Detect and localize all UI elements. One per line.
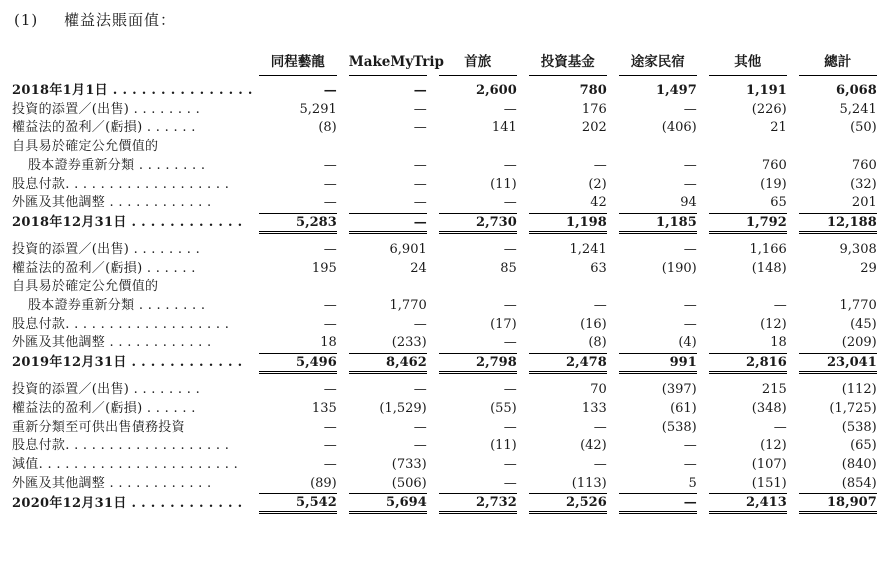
cell-value: — [683, 316, 697, 332]
cell-value: — [503, 456, 517, 472]
cell-value: (733) [391, 456, 427, 472]
cell-value [343, 138, 433, 157]
cell-value: (50) [850, 120, 877, 136]
row-label: 外匯及其他調整 . . . . . . . . . . . . [12, 335, 212, 351]
cell-value: (45) [850, 316, 877, 332]
cell-value [703, 138, 793, 157]
cell-value: — [323, 241, 337, 257]
total-value: 2,413 [709, 493, 787, 514]
cell-value: — [413, 438, 427, 454]
total-value: 991 [619, 353, 697, 374]
cell-value: (226) [751, 101, 787, 117]
cell-value: — [413, 316, 427, 332]
cell-value: 133 [581, 400, 607, 416]
cell-value: (854) [841, 475, 877, 491]
cell-value: — [323, 438, 337, 454]
row-label: 權益法的盈利／(虧損) . . . . . . [12, 120, 196, 136]
cell-value: (1,529) [379, 400, 427, 416]
cell-value: — [503, 298, 517, 314]
table-row [12, 119, 883, 138]
cell-value [613, 493, 703, 514]
cell-value: 24 [410, 260, 427, 276]
row-label: 2019年12月31日 . . . . . . . . . . . . [12, 355, 243, 371]
cell-value: (8) [318, 120, 337, 136]
cell-value: (2) [588, 176, 607, 192]
cell-value [613, 213, 703, 234]
cell-value: (11) [490, 176, 517, 192]
column-header: 途家民宿 [613, 46, 703, 76]
total-value: 2,816 [709, 353, 787, 374]
cell-value: 1,191 [746, 83, 787, 98]
cell-value [433, 353, 523, 374]
total-value: 18,907 [799, 493, 877, 514]
cell-value [703, 213, 793, 234]
table-row [12, 241, 883, 260]
row-label: 股息付款. . . . . . . . . . . . . . . . . . . [12, 316, 230, 332]
label-header [12, 46, 253, 76]
table-row [12, 400, 883, 419]
cell-value: (538) [661, 419, 697, 435]
row-label: 2020年12月31日 . . . . . . . . . . . . [12, 495, 243, 511]
total-value: 2,526 [529, 493, 607, 514]
table-row [12, 260, 883, 279]
cell-value [613, 138, 703, 157]
cell-value [703, 353, 793, 374]
cell-value: (17) [490, 316, 517, 332]
total-value: — [619, 493, 697, 514]
cell-value: (32) [850, 176, 877, 192]
cell-value [793, 278, 883, 297]
table-row [12, 437, 883, 456]
column-header: 首旅 [433, 46, 523, 76]
cell-value: 195 [311, 260, 337, 276]
cell-value: (61) [670, 400, 697, 416]
cell-value [793, 138, 883, 157]
column-header: MakeMyTrip [343, 46, 433, 76]
cell-value: (19) [760, 176, 787, 192]
table-row [12, 176, 883, 195]
cell-value: 780 [579, 83, 607, 98]
cell-value: (12) [760, 438, 787, 454]
cell-value: (8) [588, 335, 607, 351]
cell-value: — [683, 101, 697, 117]
cell-value: (151) [751, 475, 787, 491]
cell-value: (65) [850, 438, 877, 454]
table-row [12, 334, 883, 353]
cell-value [523, 278, 613, 297]
cell-value: 201 [851, 195, 877, 211]
cell-value: — [503, 335, 517, 351]
cell-value [343, 353, 433, 374]
cell-value: 141 [491, 120, 517, 136]
table-row [12, 381, 883, 400]
cell-value: 29 [860, 260, 877, 276]
section-title: 權益法賬面值： [64, 11, 177, 29]
cell-value: (4) [678, 335, 697, 351]
cell-value: (406) [661, 120, 697, 136]
row-label: 投資的添置／(出售) . . . . . . . . [12, 241, 201, 257]
cell-value [253, 213, 343, 234]
table-row [12, 278, 883, 297]
row-label: 股息付款. . . . . . . . . . . . . . . . . . . [12, 438, 230, 454]
row-label: 減值. . . . . . . . . . . . . . . . . . . . . . . [12, 456, 239, 472]
cell-value: (840) [841, 456, 877, 472]
table-row [12, 194, 883, 213]
cell-value [343, 493, 433, 514]
cell-value: 215 [761, 382, 787, 398]
cell-value: — [413, 101, 427, 117]
cell-value: — [503, 241, 517, 257]
cell-value: 760 [851, 157, 877, 173]
cell-value: (42) [580, 438, 607, 454]
cell-value [253, 493, 343, 514]
row-label: 重新分類至可供出售債務投資 [12, 419, 185, 435]
cell-value: 65 [770, 195, 787, 211]
total-value: 1,198 [529, 213, 607, 234]
cell-value: 85 [500, 260, 517, 276]
cell-value: (112) [841, 382, 877, 398]
cell-value: 202 [581, 120, 607, 136]
cell-value: 5 [688, 475, 697, 491]
cell-value: — [413, 83, 427, 98]
cell-value [343, 278, 433, 297]
cell-value: — [503, 419, 517, 435]
cell-value [703, 493, 793, 514]
balance-row [12, 353, 883, 374]
total-value: 5,496 [259, 353, 337, 374]
table-row [12, 297, 883, 316]
table-row [12, 101, 883, 120]
cell-value [433, 213, 523, 234]
header-row [12, 46, 883, 76]
cell-value: — [773, 298, 787, 314]
cell-value: — [503, 101, 517, 117]
total-value: 2,732 [439, 493, 517, 514]
row-label: 股本證券重新分類 . . . . . . . . [28, 157, 206, 173]
total-value: 2,798 [439, 353, 517, 374]
cell-value: — [413, 120, 427, 136]
cell-value: — [503, 157, 517, 173]
row-label: 2018年12月31日 . . . . . . . . . . . . [12, 215, 243, 231]
equity-method-table [12, 46, 883, 521]
total-value: 23,041 [799, 353, 877, 374]
table-row [12, 316, 883, 335]
cell-value: 5,291 [299, 101, 337, 117]
cell-value: 135 [311, 400, 337, 416]
cell-value [703, 278, 793, 297]
cell-value: — [683, 298, 697, 314]
column-header: 投資基金 [523, 46, 613, 76]
total-value: 2,730 [439, 213, 517, 234]
cell-value: (190) [661, 260, 697, 276]
cell-value: 5,241 [839, 101, 877, 117]
cell-value: 1,241 [569, 241, 607, 257]
cell-value [613, 353, 703, 374]
spacer-row [12, 514, 883, 521]
cell-value: (12) [760, 316, 787, 332]
cell-value: 6,068 [836, 83, 877, 98]
cell-value: — [413, 195, 427, 211]
cell-value: — [683, 438, 697, 454]
total-value: — [349, 213, 427, 234]
cell-value [253, 138, 343, 157]
row-label: 自具易於確定公允價值的 [12, 279, 159, 295]
spacer-row [12, 234, 883, 241]
cell-value [253, 278, 343, 297]
cell-value: 9,308 [839, 241, 877, 257]
row-label: 權益法的盈利／(虧損) . . . . . . [12, 400, 196, 416]
row-label: 股息付款. . . . . . . . . . . . . . . . . . . [12, 176, 230, 192]
cell-value [793, 493, 883, 514]
cell-value [433, 493, 523, 514]
cell-value: — [323, 298, 337, 314]
cell-value: — [503, 195, 517, 211]
cell-value: — [593, 419, 607, 435]
cell-value: — [323, 83, 337, 98]
cell-value: 1,166 [749, 241, 787, 257]
cell-value: — [323, 456, 337, 472]
table-row [12, 475, 883, 494]
cell-value [793, 213, 883, 234]
row-label: 投資的添置／(出售) . . . . . . . . [12, 382, 201, 398]
cell-value: (148) [751, 260, 787, 276]
cell-value: (55) [490, 400, 517, 416]
cell-value [523, 353, 613, 374]
row-label: 投資的添置／(出售) . . . . . . . . [12, 101, 201, 117]
cell-value: (209) [841, 335, 877, 351]
cell-value: 6,901 [389, 241, 427, 257]
cell-value: (113) [571, 475, 607, 491]
total-value: 12,188 [799, 213, 877, 234]
row-label: 權益法的盈利／(虧損) . . . . . . [12, 260, 196, 276]
cell-value: — [683, 157, 697, 173]
cell-value [253, 353, 343, 374]
cell-value: 176 [581, 101, 607, 117]
cell-value: — [323, 382, 337, 398]
cell-value: (89) [310, 475, 337, 491]
column-header: 其他 [703, 46, 793, 76]
cell-value: 70 [590, 382, 607, 398]
cell-value: — [323, 157, 337, 173]
cell-value: (107) [751, 456, 787, 472]
cell-value: 1,770 [389, 298, 427, 314]
table-row [12, 456, 883, 475]
row-label: 2018年1月1日 . . . . . . . . . . . . . . . [12, 83, 253, 98]
cell-value: — [683, 456, 697, 472]
total-value: 1,792 [709, 213, 787, 234]
row-label: 外匯及其他調整 . . . . . . . . . . . . [12, 475, 212, 491]
cell-value: (11) [490, 438, 517, 454]
column-header: 同程藝龍 [253, 46, 343, 76]
cell-value: (506) [391, 475, 427, 491]
cell-value [523, 138, 613, 157]
cell-value: 21 [770, 120, 787, 136]
cell-value: — [323, 176, 337, 192]
cell-value: — [503, 382, 517, 398]
total-value: 5,542 [259, 493, 337, 514]
balance-row [12, 493, 883, 514]
section-number: (1) [14, 11, 39, 29]
total-value: 5,694 [349, 493, 427, 514]
cell-value: — [413, 382, 427, 398]
cell-value [433, 138, 523, 157]
row-label: 自具易於確定公允價值的 [12, 139, 159, 155]
cell-value: 94 [680, 195, 697, 211]
cell-value: (16) [580, 316, 607, 332]
cell-value: (397) [661, 382, 697, 398]
spacer-row [12, 374, 883, 381]
cell-value: (538) [841, 419, 877, 435]
cell-value: (1,725) [829, 400, 877, 416]
total-value: 5,283 [259, 213, 337, 234]
section-heading [14, 9, 176, 30]
cell-value: — [323, 195, 337, 211]
cell-value: 18 [770, 335, 787, 351]
column-header: 總計 [793, 46, 883, 76]
cell-value: — [503, 475, 517, 491]
total-value: 2,478 [529, 353, 607, 374]
cell-value: — [593, 298, 607, 314]
cell-value [523, 213, 613, 234]
cell-value: — [323, 419, 337, 435]
cell-value: 1,497 [656, 83, 697, 98]
cell-value [523, 493, 613, 514]
cell-value [343, 213, 433, 234]
total-value: 1,185 [619, 213, 697, 234]
cell-value: 2,600 [476, 83, 517, 98]
table-body [12, 76, 883, 521]
table-row [12, 419, 883, 438]
cell-value: 760 [761, 157, 787, 173]
cell-value: — [413, 419, 427, 435]
cell-value: (233) [391, 335, 427, 351]
row-label: 股本證券重新分類 . . . . . . . . [28, 298, 206, 314]
cell-value: — [413, 176, 427, 192]
table-row [12, 138, 883, 157]
total-value: 8,462 [349, 353, 427, 374]
cell-value: — [593, 456, 607, 472]
cell-value: — [413, 157, 427, 173]
cell-value: 1,770 [839, 298, 877, 314]
cell-value [613, 278, 703, 297]
row-label: 外匯及其他調整 . . . . . . . . . . . . [12, 195, 212, 211]
cell-value [793, 353, 883, 374]
cell-value: — [683, 176, 697, 192]
cell-value [433, 278, 523, 297]
balance-row [12, 213, 883, 234]
cell-value: — [773, 419, 787, 435]
table-row [12, 157, 883, 176]
cell-value: (348) [751, 400, 787, 416]
table-row [12, 82, 883, 101]
cell-value: — [683, 241, 697, 257]
cell-value: 63 [590, 260, 607, 276]
cell-value: — [323, 316, 337, 332]
cell-value: — [593, 157, 607, 173]
cell-value: 42 [590, 195, 607, 211]
cell-value: 18 [320, 335, 337, 351]
